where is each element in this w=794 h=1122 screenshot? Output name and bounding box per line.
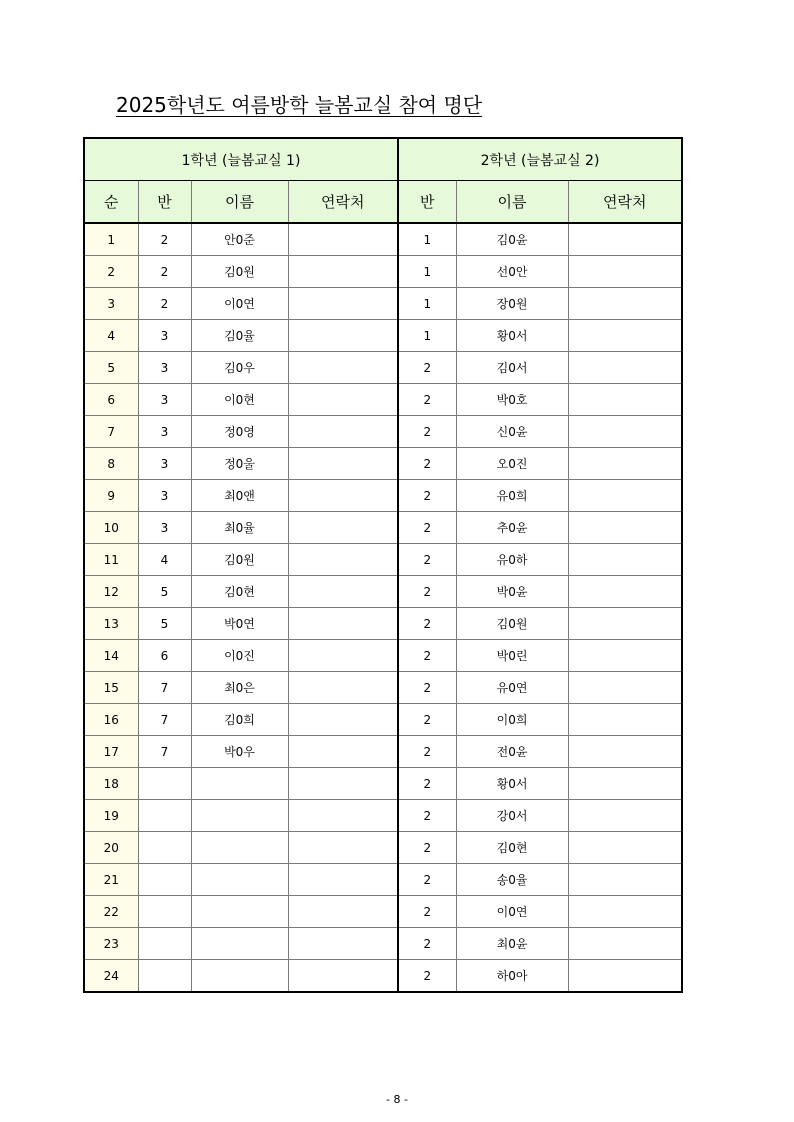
class-cell-grade-1: 3	[138, 512, 191, 544]
class-cell-grade-1	[138, 832, 191, 864]
class-cell-grade-2: 1	[398, 256, 456, 288]
class-cell-grade-2: 2	[398, 736, 456, 768]
class-cell-grade-1: 6	[138, 640, 191, 672]
table-row	[84, 544, 682, 576]
contact-cell-grade-2	[568, 832, 682, 864]
class-cell-grade-1: 5	[138, 608, 191, 640]
name-cell-grade-2: 장0원	[456, 288, 568, 320]
contact-cell-grade-1	[288, 832, 398, 864]
seq-cell: 18	[84, 768, 138, 800]
name-cell-grade-1: 최0은	[191, 672, 288, 704]
table-row	[84, 320, 682, 352]
table-row	[84, 384, 682, 416]
name-cell-grade-1: 이0현	[191, 384, 288, 416]
name-cell-grade-1: 김0원	[191, 544, 288, 576]
name-cell-grade-1: 정0울	[191, 448, 288, 480]
seq-cell: 23	[84, 928, 138, 960]
contact-cell-grade-1	[288, 928, 398, 960]
contact-cell-grade-1	[288, 256, 398, 288]
page-title: 2025학년도 여름방학 늘봄교실 참여 명단	[116, 93, 483, 117]
contact-cell-grade-2	[568, 800, 682, 832]
class-cell-grade-1: 7	[138, 736, 191, 768]
contact-cell-grade-2	[568, 448, 682, 480]
table-row	[84, 223, 682, 256]
name-cell-grade-1: 김0현	[191, 576, 288, 608]
contact-cell-grade-1	[288, 288, 398, 320]
table-row	[84, 704, 682, 736]
name-cell-grade-2: 박0린	[456, 640, 568, 672]
name-cell-grade-1: 최0앤	[191, 480, 288, 512]
class-cell-grade-2: 2	[398, 448, 456, 480]
seq-cell: 2	[84, 256, 138, 288]
table-row	[84, 512, 682, 544]
class-cell-grade-2: 1	[398, 223, 456, 256]
table-row	[84, 800, 682, 832]
seq-cell: 1	[84, 223, 138, 256]
class-cell-grade-1	[138, 800, 191, 832]
name-cell-grade-2: 강0서	[456, 800, 568, 832]
class-cell-grade-2: 2	[398, 672, 456, 704]
name-cell-grade-2: 박0윤	[456, 576, 568, 608]
name-cell-grade-2: 추0윤	[456, 512, 568, 544]
class-cell-grade-1: 2	[138, 223, 191, 256]
column-header-name: 이름	[456, 181, 568, 224]
contact-cell-grade-2	[568, 928, 682, 960]
contact-cell-grade-1	[288, 736, 398, 768]
seq-cell: 14	[84, 640, 138, 672]
table-row	[84, 576, 682, 608]
name-cell-grade-1: 정0영	[191, 416, 288, 448]
class-cell-grade-2: 2	[398, 608, 456, 640]
class-cell-grade-2: 2	[398, 960, 456, 993]
contact-cell-grade-2	[568, 608, 682, 640]
class-cell-grade-1: 3	[138, 448, 191, 480]
name-cell-grade-2: 전0윤	[456, 736, 568, 768]
seq-cell: 13	[84, 608, 138, 640]
class-cell-grade-2: 2	[398, 832, 456, 864]
column-header-seq: 순	[84, 181, 138, 224]
name-cell-grade-1: 김0희	[191, 704, 288, 736]
contact-cell-grade-1	[288, 223, 398, 256]
class-cell-grade-2: 2	[398, 544, 456, 576]
name-cell-grade-1	[191, 832, 288, 864]
name-cell-grade-2: 하0아	[456, 960, 568, 993]
seq-cell: 4	[84, 320, 138, 352]
name-cell-grade-2: 오0진	[456, 448, 568, 480]
contact-cell-grade-1	[288, 576, 398, 608]
class-cell-grade-1: 3	[138, 416, 191, 448]
name-cell-grade-1: 김0원	[191, 256, 288, 288]
name-cell-grade-1: 안0준	[191, 223, 288, 256]
table-row	[84, 896, 682, 928]
page-number: - 8 -	[386, 1093, 408, 1106]
name-cell-grade-2: 유0하	[456, 544, 568, 576]
seq-cell: 3	[84, 288, 138, 320]
contact-cell-grade-1	[288, 352, 398, 384]
name-cell-grade-1: 김0우	[191, 352, 288, 384]
contact-cell-grade-1	[288, 960, 398, 993]
contact-cell-grade-2	[568, 352, 682, 384]
table-row	[84, 864, 682, 896]
name-cell-grade-1	[191, 864, 288, 896]
name-cell-grade-2: 김0현	[456, 832, 568, 864]
table-row	[84, 480, 682, 512]
class-cell-grade-2: 2	[398, 928, 456, 960]
contact-cell-grade-1	[288, 672, 398, 704]
table-row	[84, 640, 682, 672]
class-cell-grade-1	[138, 960, 191, 993]
contact-cell-grade-1	[288, 512, 398, 544]
class-cell-grade-2: 2	[398, 416, 456, 448]
table-row	[84, 960, 682, 993]
contact-cell-grade-2	[568, 576, 682, 608]
contact-cell-grade-2	[568, 704, 682, 736]
class-cell-grade-2: 2	[398, 640, 456, 672]
name-cell-grade-2: 박0호	[456, 384, 568, 416]
contact-cell-grade-1	[288, 864, 398, 896]
name-cell-grade-2: 김0서	[456, 352, 568, 384]
table-row	[84, 256, 682, 288]
class-cell-grade-2: 2	[398, 480, 456, 512]
class-cell-grade-2: 2	[398, 704, 456, 736]
class-cell-grade-2: 1	[398, 288, 456, 320]
class-cell-grade-1: 2	[138, 256, 191, 288]
contact-cell-grade-1	[288, 320, 398, 352]
name-cell-grade-2: 신0윤	[456, 416, 568, 448]
seq-cell: 9	[84, 480, 138, 512]
name-cell-grade-1: 이0연	[191, 288, 288, 320]
class-cell-grade-2: 2	[398, 352, 456, 384]
seq-cell: 21	[84, 864, 138, 896]
name-cell-grade-2: 최0윤	[456, 928, 568, 960]
contact-cell-grade-2	[568, 736, 682, 768]
name-cell-grade-1	[191, 768, 288, 800]
seq-cell: 24	[84, 960, 138, 993]
seq-cell: 7	[84, 416, 138, 448]
group-header-grade-1: 1학년 (늘봄교실 1)	[84, 138, 398, 181]
table-row	[84, 768, 682, 800]
table-row	[84, 352, 682, 384]
class-cell-grade-2: 2	[398, 576, 456, 608]
class-cell-grade-1: 4	[138, 544, 191, 576]
contact-cell-grade-2	[568, 384, 682, 416]
class-cell-grade-2: 1	[398, 320, 456, 352]
seq-cell: 15	[84, 672, 138, 704]
contact-cell-grade-2	[568, 256, 682, 288]
class-cell-grade-2: 2	[398, 896, 456, 928]
name-cell-grade-1	[191, 928, 288, 960]
class-cell-grade-2: 2	[398, 768, 456, 800]
contact-cell-grade-1	[288, 640, 398, 672]
seq-cell: 20	[84, 832, 138, 864]
contact-cell-grade-2	[568, 480, 682, 512]
class-cell-grade-1	[138, 928, 191, 960]
class-cell-grade-1	[138, 864, 191, 896]
column-header-class: 반	[138, 181, 191, 224]
contact-cell-grade-1	[288, 384, 398, 416]
class-cell-grade-2: 2	[398, 800, 456, 832]
class-cell-grade-1: 3	[138, 320, 191, 352]
class-cell-grade-2: 2	[398, 512, 456, 544]
contact-cell-grade-1	[288, 704, 398, 736]
contact-cell-grade-2	[568, 223, 682, 256]
class-cell-grade-1: 3	[138, 384, 191, 416]
contact-cell-grade-2	[568, 512, 682, 544]
seq-cell: 5	[84, 352, 138, 384]
contact-cell-grade-1	[288, 416, 398, 448]
class-cell-grade-1	[138, 896, 191, 928]
class-cell-grade-1: 3	[138, 352, 191, 384]
table-row	[84, 672, 682, 704]
name-cell-grade-2: 이0연	[456, 896, 568, 928]
contact-cell-grade-2	[568, 896, 682, 928]
contact-cell-grade-2	[568, 672, 682, 704]
name-cell-grade-2: 김0윤	[456, 223, 568, 256]
roster-table	[83, 137, 683, 993]
contact-cell-grade-1	[288, 448, 398, 480]
name-cell-grade-1: 박0우	[191, 736, 288, 768]
column-header-contact: 연락처	[288, 181, 398, 224]
name-cell-grade-1	[191, 960, 288, 993]
column-header-class: 반	[398, 181, 456, 224]
name-cell-grade-2: 유0연	[456, 672, 568, 704]
seq-cell: 17	[84, 736, 138, 768]
class-cell-grade-1: 5	[138, 576, 191, 608]
contact-cell-grade-2	[568, 544, 682, 576]
contact-cell-grade-1	[288, 608, 398, 640]
contact-cell-grade-1	[288, 544, 398, 576]
seq-cell: 10	[84, 512, 138, 544]
contact-cell-grade-1	[288, 896, 398, 928]
seq-cell: 19	[84, 800, 138, 832]
seq-cell: 12	[84, 576, 138, 608]
name-cell-grade-1: 김0율	[191, 320, 288, 352]
table-row	[84, 608, 682, 640]
contact-cell-grade-1	[288, 768, 398, 800]
contact-cell-grade-2	[568, 640, 682, 672]
class-cell-grade-2: 2	[398, 384, 456, 416]
class-cell-grade-1	[138, 768, 191, 800]
name-cell-grade-1	[191, 896, 288, 928]
table-row	[84, 448, 682, 480]
seq-cell: 22	[84, 896, 138, 928]
table-row	[84, 736, 682, 768]
group-header-grade-2: 2학년 (늘봄교실 2)	[398, 138, 682, 181]
class-cell-grade-1: 3	[138, 480, 191, 512]
seq-cell: 6	[84, 384, 138, 416]
contact-cell-grade-1	[288, 800, 398, 832]
contact-cell-grade-1	[288, 480, 398, 512]
contact-cell-grade-2	[568, 320, 682, 352]
name-cell-grade-2: 선0안	[456, 256, 568, 288]
contact-cell-grade-2	[568, 416, 682, 448]
name-cell-grade-1	[191, 800, 288, 832]
class-cell-grade-1: 7	[138, 704, 191, 736]
contact-cell-grade-2	[568, 288, 682, 320]
name-cell-grade-2: 이0희	[456, 704, 568, 736]
seq-cell: 16	[84, 704, 138, 736]
name-cell-grade-2: 유0희	[456, 480, 568, 512]
column-header-contact: 연락처	[568, 181, 682, 224]
name-cell-grade-2: 황0서	[456, 320, 568, 352]
seq-cell: 8	[84, 448, 138, 480]
contact-cell-grade-2	[568, 864, 682, 896]
name-cell-grade-1: 이0진	[191, 640, 288, 672]
table-row	[84, 288, 682, 320]
contact-cell-grade-2	[568, 960, 682, 993]
name-cell-grade-2: 송0율	[456, 864, 568, 896]
table-row	[84, 416, 682, 448]
name-cell-grade-2: 김0원	[456, 608, 568, 640]
column-header-name: 이름	[191, 181, 288, 224]
class-cell-grade-1: 2	[138, 288, 191, 320]
name-cell-grade-1: 최0율	[191, 512, 288, 544]
name-cell-grade-1: 박0연	[191, 608, 288, 640]
class-cell-grade-1: 7	[138, 672, 191, 704]
name-cell-grade-2: 황0서	[456, 768, 568, 800]
seq-cell: 11	[84, 544, 138, 576]
class-cell-grade-2: 2	[398, 864, 456, 896]
roster-body	[84, 223, 682, 992]
table-row	[84, 832, 682, 864]
contact-cell-grade-2	[568, 768, 682, 800]
table-row	[84, 928, 682, 960]
